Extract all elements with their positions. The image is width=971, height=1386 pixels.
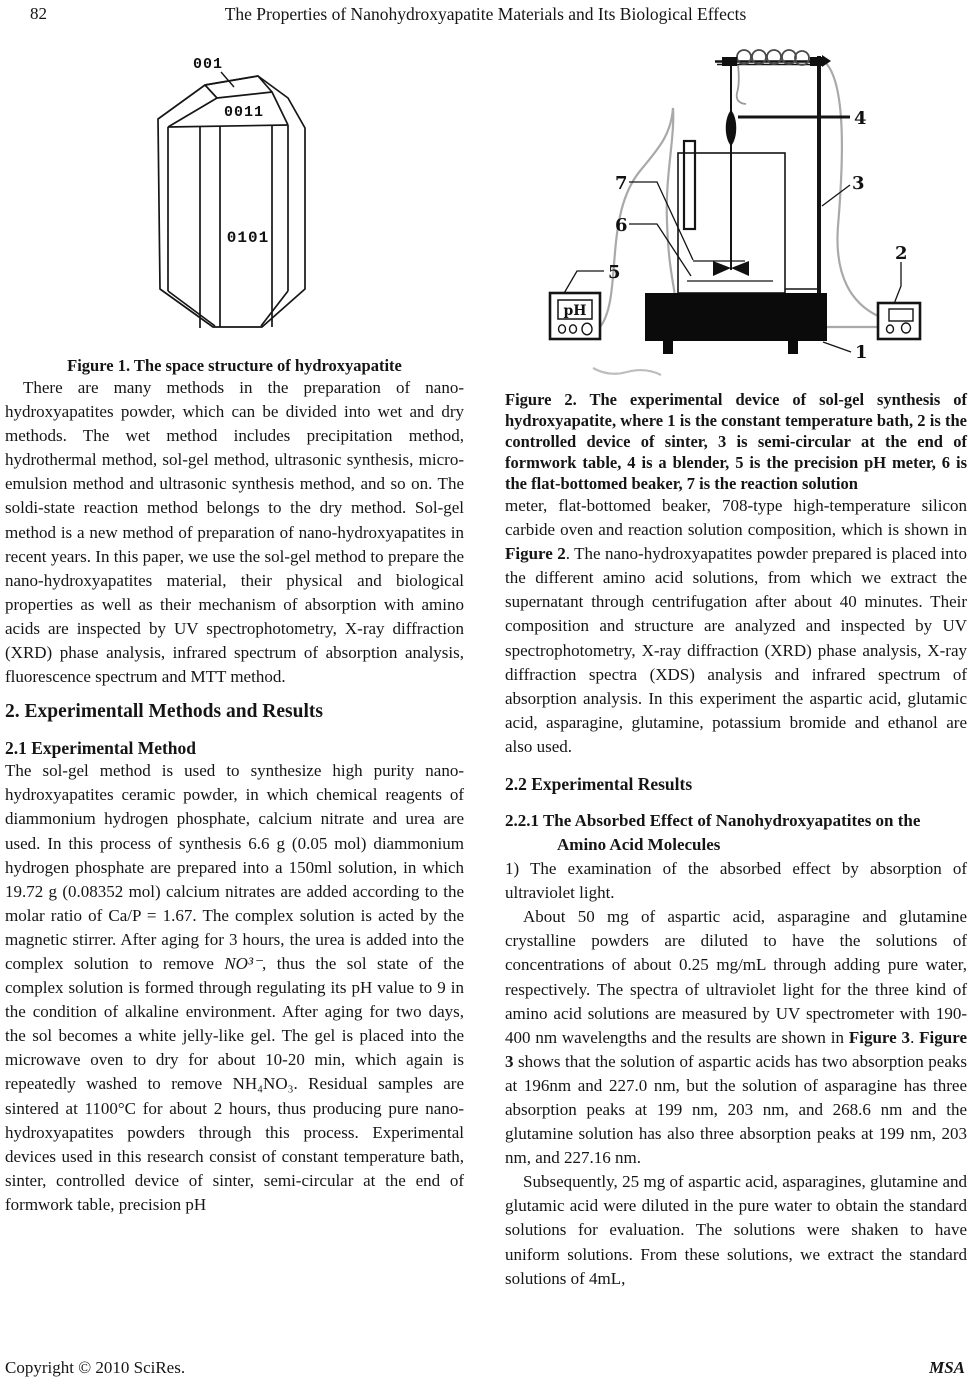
- label6-leader: [629, 224, 691, 276]
- paragraph-experimental-method: The sol-gel method is used to synthesize high purity nano-hydroxyapatites ceramic powder, in which chemical reagents of diammonium hydrogen phosphate, calcium nitrate and urea are used. In this process of synthesis 6.6 g (0.05 mol) diammonium hydrogen phosphate are prepared into a 150ml solution, in which 19.72 g (0.08352 mol) calcium nitrates are added according to the molar ratio of Ca/P = 1.67. The complex solution is acted by the magnetic stirrer. After aging for 3 hours, the urea is added into the complex solution to remove NO³⁻, thus the sol state of the complex solution is formed through regulating its pH value to 9 in the condition of alkaline environment. After aging for two days, the sol becomes a white jelly-like gel. The gel is placed into the microwave oven to dry for about 10-20 min, which again is repeatedly washed to remove NH₄NO₃. Residual samples are sintered at 1100°C for about 2 hours, thus producing pure nano-hydroxyapatites powders through this process. Experimental devices used in this research consist of constant temperature bath, sinter, controlled device of sinter, semi-circular at the end of formwork table, precision pH: [5, 761, 464, 1214]
- figure2-label-1: 1: [855, 342, 868, 363]
- wire-loose: [593, 368, 661, 375]
- bar-end-block: [810, 57, 822, 66]
- label3-leader: [822, 185, 850, 206]
- figure2-label-5: 5: [608, 262, 621, 283]
- paragraph-intro: There are many methods in the preparation of nano-hydroxyapatites powder, which can be divided into wet and dry methods. The wet method includes precipitation method, hydrothermal method, sol-gel method, ultrasonic synthesis, micro-emulsion method and ultrasonic synthesis method, and so on. The soldi-state reaction method belongs to the dry method. Sol-gel method is a new method of preparation of nano-hydroxyapatites in recent years. In this paper, we use the sol-gel method to prepare the nano-hydroxyapatites material, their physical and biological properties as well as their mechanism of absorption with amino acids are inspected by UV spectrophotometry, X-ray diffraction (XRD) phase analysis, infrared spectrum of absorption analysis, fluorescence spectrum and MTT method.: [5, 378, 464, 687]
- figure2-device-diagram: [505, 46, 967, 381]
- paragraph-standard-solutions: Subsequently, 25 mg of aspartic acid, asparagines, glutamine and glutamic acid were diluted in the pure water to obtain the standard solutions for evaluation. The solutions were shaken to have uniform solutions. From these solutions, we extract the standard solutions of 4mL,: [505, 1172, 967, 1288]
- journal-abbreviation: MSA: [929, 1358, 965, 1377]
- constant-temperature-bath: [645, 293, 827, 354]
- paragraph-device-description: meter, flat-bottomed beaker, 708-type high-temperature silicon carbide oven and reaction solution composition, which is shown in Figure 2. The nano-hydroxyapatites powder prepared is placed into the different amino acid solutions, from which we extract the supernatant through centrifugation after about 40 minutes. Their composition and structure are analyzed and inspected by UV spectrophotometry, X-ray diffraction (XRD) phase analysis, X-ray diffraction spectra (XDS) analysis and infrared spectrum of absorption analysis. In this experiment the aspartic acid, glutamic acid, asparagine, glutamine, potassium bromide and ethanol are also used.: [505, 496, 967, 756]
- section-2-2-1-heading: 2.2.1 The Absorbed Effect of Nanohydroxyapatites on the Amino Acid Molecules: [505, 811, 921, 855]
- page-footer: [0, 1358, 971, 1382]
- figure2-label-3: 3: [852, 173, 865, 194]
- page-number: 82: [30, 4, 47, 23]
- figure2-label-7: 7: [615, 173, 628, 194]
- sinter-controller: [878, 303, 920, 339]
- crystal-face-label-0101: 0101: [226, 229, 270, 247]
- running-title: The Properties of Nanohydroxyapatite Materials and Its Biological Effects: [224, 4, 747, 24]
- copyright-text: Copyright © 2010 SciRes.: [5, 1358, 186, 1377]
- paragraph-examination: 1) The examination of the absorbed effect by absorption of ultraviolet light.: [505, 859, 967, 903]
- figure1-caption: Figure 1. The space structure of hydroxyapatite: [67, 356, 402, 375]
- heating-coil: [737, 50, 809, 65]
- figure2-caption: Figure 2. The experimental device of sol-gel synthesis of hydroxyapatite, where 1 is the constant temperature bath, 2 is the controlled device of sinter, 3 is semi-circular at the end of formwork table, 4 is a blender, 5 is the precision pH meter, 6 is the flat-bottomed beaker, 7 is the reaction solution: [505, 390, 967, 493]
- section-2-heading: 2. Experimentall Methods and Results: [5, 701, 323, 723]
- bar-clamp: [722, 57, 737, 66]
- right-column: [505, 46, 967, 1291]
- propeller-right-blade: [731, 261, 749, 276]
- figure1-crystal-diagram: [5, 46, 464, 346]
- blender-motor: [726, 110, 737, 146]
- propeller-left-blade: [713, 261, 731, 276]
- ph-display-text: pH: [563, 303, 587, 319]
- left-column: [5, 46, 464, 1217]
- label1-leader: [823, 342, 851, 352]
- crystal-face-label-001: 001: [192, 56, 224, 73]
- figure2-label-6: 6: [615, 215, 628, 236]
- figure2-label-4: 4: [854, 108, 867, 129]
- section-2-2-heading: 2.2 Experimental Results: [505, 774, 693, 795]
- thermometer: [684, 141, 695, 229]
- section-2-1-heading: 2.1 Experimental Method: [5, 738, 197, 759]
- crystal-face-label-0011: 0011: [223, 104, 265, 121]
- figure2-label-2: 2: [895, 243, 908, 264]
- page-header: [0, 4, 971, 30]
- label5-leader: [563, 271, 604, 295]
- wire-coil-drop: [737, 65, 746, 104]
- paragraph-uv-spectra: About 50 mg of aspartic acid, asparagine and glutamine crystalline powders are diluted to have the solutions of concentrations of about 0.25 mg/mL through adding pure water, respectively. The spectra of ultraviolet light for the three kind of amino acid solutions are measured by UV spectrometer with 190-400 nm wavelengths and the results are shown in Figure 3. Figure 3 shows that the solution of aspartic acids has two absorption peaks at 196nm and 227.0 nm, but the solution of asparagine has three absorption peaks at 199 nm, 203 nm, and 268.6 nm and the glutamine solution has also three absorption peaks at 199 nm, 203 nm, and 227.16 nm.: [505, 907, 968, 1168]
